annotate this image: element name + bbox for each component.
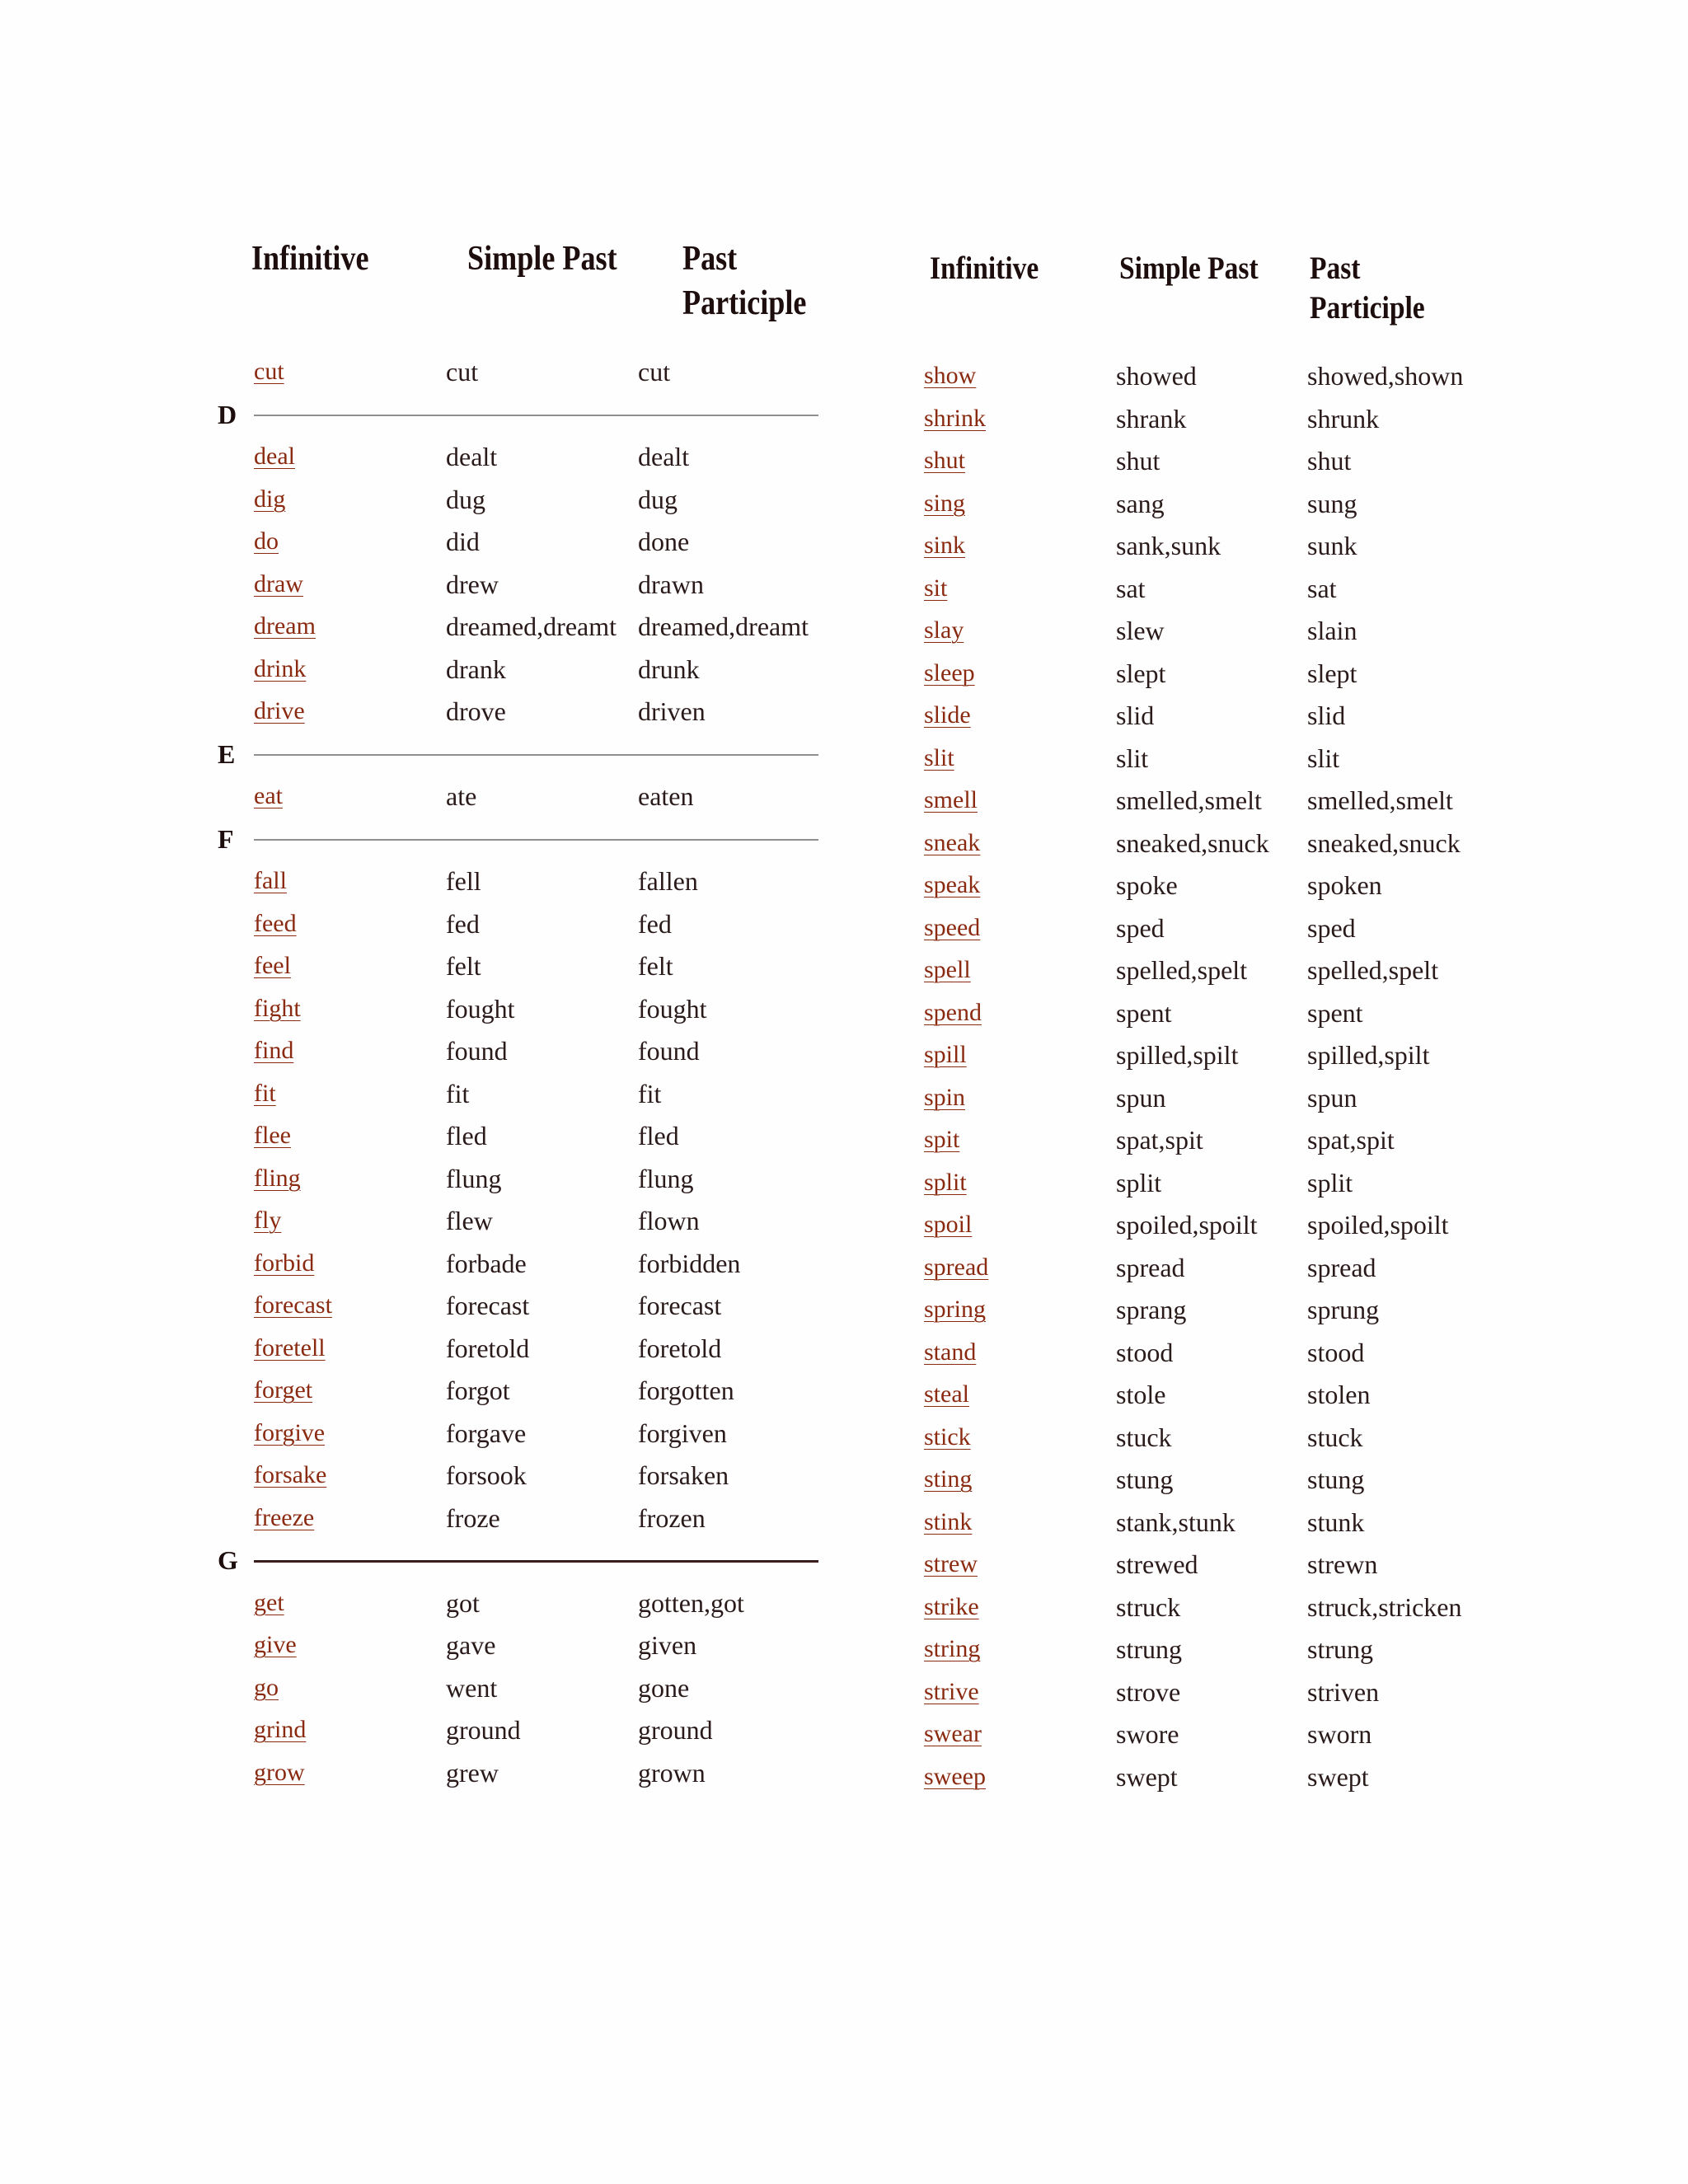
- past-participle-cell: dealt: [638, 442, 690, 471]
- infinitive-link[interactable]: fit: [254, 1079, 276, 1107]
- simple-past-cell: sank,sunk: [1116, 531, 1221, 560]
- infinitive-link[interactable]: sneak: [924, 828, 981, 856]
- past-participle-cell: strung: [1307, 1634, 1373, 1664]
- past-participle-cell: forgiven: [638, 1418, 727, 1448]
- past-participle-cell: dug: [638, 484, 678, 514]
- simple-past-cell: swore: [1116, 1719, 1179, 1749]
- past-participle-cell: stung: [1307, 1465, 1365, 1494]
- past-participle-cell: slept: [1307, 658, 1357, 688]
- infinitive-link[interactable]: fight: [254, 994, 301, 1022]
- verb-row: [0, 614, 1688, 647]
- infinitive-link[interactable]: forsake: [254, 1461, 327, 1488]
- section-letter: E: [218, 738, 236, 769]
- verb-row: [0, 1591, 1688, 1624]
- past-participle-cell: sworn: [1307, 1719, 1372, 1749]
- verb-row: [0, 699, 1688, 732]
- past-participle-cell: flown: [638, 1206, 700, 1235]
- infinitive-link[interactable]: string: [924, 1635, 981, 1662]
- past-participle-cell: smelled,smelt: [1307, 785, 1453, 815]
- simple-past-cell: shut: [1116, 446, 1160, 476]
- infinitive-link[interactable]: strive: [924, 1677, 979, 1705]
- past-participle-cell: cut: [638, 357, 671, 387]
- infinitive-link[interactable]: shrink: [924, 404, 986, 432]
- verb-row: [0, 529, 1688, 562]
- past-participle-cell: struck,stricken: [1307, 1591, 1462, 1622]
- simple-past-cell: drank: [446, 654, 506, 684]
- simple-past-cell: drove: [446, 696, 506, 726]
- verb-row: [0, 1378, 1688, 1411]
- verb-row: [0, 1336, 1688, 1369]
- verb-row: [0, 1081, 1688, 1114]
- simple-past-cell: smelled,smelt: [1116, 785, 1262, 815]
- verb-row: [0, 1760, 1688, 1793]
- infinitive-link[interactable]: speed: [924, 913, 981, 941]
- infinitive-link[interactable]: spin: [924, 1083, 966, 1111]
- simple-past-cell: stole: [1116, 1380, 1166, 1409]
- infinitive-link[interactable]: drive: [254, 697, 305, 724]
- verb-row: [0, 359, 1688, 392]
- verb-row: [0, 572, 1688, 605]
- infinitive-link[interactable]: go: [254, 1673, 279, 1701]
- simple-past-cell: dealt: [446, 442, 498, 471]
- past-participle-cell: gotten,got: [638, 1587, 744, 1618]
- past-participle-cell: stunk: [1307, 1507, 1365, 1537]
- simple-past-cell: got: [446, 1587, 480, 1618]
- past-participle-cell: fought: [638, 993, 707, 1024]
- verb-row: [0, 869, 1688, 902]
- header-simple-past: Simple Past: [467, 240, 617, 278]
- infinitive-link[interactable]: slide: [924, 701, 971, 729]
- simple-past-cell: fed: [446, 908, 480, 939]
- verb-row: [0, 1633, 1688, 1666]
- infinitive-link[interactable]: give: [254, 1631, 297, 1658]
- past-participle-cell: shrunk: [1307, 403, 1380, 434]
- simple-past-cell: sang: [1116, 488, 1165, 518]
- infinitive-link[interactable]: spill: [924, 1041, 967, 1068]
- infinitive-link[interactable]: flee: [254, 1122, 291, 1149]
- simple-past-cell: split: [1116, 1167, 1162, 1197]
- infinitive-link[interactable]: stand: [924, 1338, 977, 1366]
- past-participle-cell: sunk: [1307, 531, 1357, 560]
- header-past-participle-line1: Past: [682, 240, 738, 278]
- simple-past-cell: slept: [1116, 658, 1166, 688]
- infinitive-link[interactable]: spell: [924, 956, 971, 983]
- infinitive-link[interactable]: feel: [254, 952, 291, 979]
- simple-past-cell: grew: [446, 1757, 499, 1788]
- simple-past-cell: did: [446, 527, 480, 556]
- infinitive-link[interactable]: sleep: [924, 658, 975, 687]
- past-participle-cell: sneaked,snuck: [1307, 827, 1461, 858]
- simple-past-cell: spoke: [1116, 870, 1178, 900]
- infinitive-link[interactable]: eat: [254, 782, 283, 809]
- verb-row: [0, 742, 1688, 775]
- infinitive-link[interactable]: fling: [254, 1164, 301, 1192]
- simple-past-cell: felt: [446, 951, 481, 981]
- infinitive-link[interactable]: grind: [254, 1716, 307, 1743]
- past-participle-cell: spilled,spilt: [1307, 1040, 1430, 1070]
- infinitive-link[interactable]: forecast: [254, 1291, 332, 1319]
- past-participle-cell: gone: [638, 1672, 690, 1703]
- section-letter: D: [218, 399, 237, 429]
- simple-past-cell: went: [446, 1672, 498, 1703]
- past-participle-cell: grown: [638, 1757, 706, 1788]
- simple-past-cell: strung: [1116, 1634, 1182, 1664]
- simple-past-cell: gave: [446, 1630, 496, 1660]
- infinitive-link[interactable]: slit: [924, 743, 954, 771]
- past-participle-cell: sped: [1307, 912, 1356, 943]
- infinitive-link[interactable]: strew: [924, 1550, 978, 1577]
- simple-past-cell: fit: [446, 1078, 470, 1108]
- past-participle-cell: spread: [1307, 1252, 1376, 1282]
- past-participle-cell: striven: [1307, 1676, 1380, 1707]
- simple-past-cell: spent: [1116, 997, 1172, 1028]
- verb-row: [0, 827, 1688, 860]
- infinitive-link[interactable]: sweep: [924, 1762, 986, 1790]
- simple-past-cell: sat: [1116, 573, 1146, 603]
- past-participle-cell: sung: [1307, 488, 1357, 518]
- simple-past-cell: flew: [446, 1206, 493, 1235]
- infinitive-link[interactable]: spread: [924, 1253, 989, 1281]
- past-participle-cell: spoken: [1307, 870, 1382, 900]
- past-participle-cell: driven: [638, 696, 706, 726]
- infinitive-link[interactable]: spring: [924, 1296, 986, 1323]
- infinitive-link[interactable]: spend: [924, 998, 982, 1026]
- past-participle-cell: felt: [638, 951, 673, 981]
- past-participle-cell: spun: [1307, 1082, 1357, 1113]
- infinitive-link[interactable]: deal: [254, 443, 295, 470]
- simple-past-cell: spun: [1116, 1082, 1166, 1113]
- past-participle-cell: forbidden: [638, 1248, 741, 1278]
- verb-row: [0, 1506, 1688, 1539]
- simple-past-cell: swept: [1116, 1761, 1178, 1792]
- simple-past-cell: strewed: [1116, 1549, 1198, 1579]
- past-participle-cell: foretold: [638, 1333, 722, 1363]
- infinitive-link[interactable]: dig: [254, 485, 286, 513]
- past-participle-cell: found: [638, 1036, 700, 1066]
- past-participle-cell: drawn: [638, 569, 704, 599]
- infinitive-link[interactable]: stink: [924, 1507, 973, 1535]
- simple-past-cell: spoiled,spoilt: [1116, 1210, 1258, 1240]
- infinitive-link[interactable]: spoil: [924, 1211, 973, 1238]
- simple-past-cell: ate: [446, 781, 477, 811]
- past-participle-cell: ground: [638, 1715, 713, 1745]
- simple-past-cell: slid: [1116, 701, 1155, 730]
- simple-past-cell: ground: [446, 1715, 521, 1745]
- past-participle-cell: spat,spit: [1307, 1125, 1395, 1155]
- past-participle-cell: forgotten: [638, 1376, 734, 1405]
- simple-past-cell: flung: [446, 1163, 502, 1193]
- infinitive-link[interactable]: sink: [924, 532, 966, 559]
- infinitive-link[interactable]: forbid: [254, 1249, 315, 1277]
- simple-past-cell: slit: [1116, 743, 1149, 773]
- simple-past-cell: dug: [446, 484, 485, 514]
- header-infinitive: Infinitive: [930, 251, 1039, 286]
- simple-past-cell: spread: [1116, 1252, 1185, 1282]
- past-participle-cell: forsaken: [638, 1460, 729, 1490]
- past-participle-cell: forecast: [638, 1291, 722, 1320]
- infinitive-link[interactable]: dream: [254, 612, 316, 640]
- past-participle-cell: sat: [1307, 573, 1337, 603]
- infinitive-link[interactable]: fall: [254, 867, 287, 894]
- past-participle-cell: fit: [638, 1078, 662, 1108]
- infinitive-link[interactable]: sting: [924, 1465, 973, 1493]
- verb-row: [0, 1675, 1688, 1708]
- infinitive-link[interactable]: foretell: [254, 1333, 326, 1361]
- infinitive-link[interactable]: smell: [924, 786, 978, 813]
- simple-past-cell: found: [446, 1036, 508, 1066]
- verb-row: [0, 1166, 1688, 1199]
- verb-row: [0, 1421, 1688, 1454]
- verb-row: [0, 1718, 1688, 1750]
- simple-past-cell: drew: [446, 569, 499, 599]
- past-participle-cell: spoiled,spoilt: [1307, 1210, 1449, 1240]
- simple-past-cell: forsook: [446, 1460, 527, 1490]
- simple-past-cell: cut: [446, 357, 479, 387]
- header-simple-past: Simple Past: [1119, 251, 1259, 286]
- simple-past-cell: spelled,spelt: [1116, 955, 1248, 985]
- simple-past-cell: fell: [446, 866, 481, 896]
- past-participle-cell: frozen: [638, 1502, 706, 1533]
- simple-past-cell: forecast: [446, 1291, 530, 1320]
- verb-row: [0, 784, 1688, 817]
- infinitive-link[interactable]: freeze: [254, 1503, 315, 1531]
- past-participle-cell: stolen: [1307, 1380, 1371, 1409]
- past-participle-cell: strewn: [1307, 1549, 1378, 1579]
- past-participle-cell: dreamed,dreamt: [638, 612, 809, 641]
- infinitive-link[interactable]: draw: [254, 569, 303, 598]
- simple-past-cell: fought: [446, 993, 515, 1024]
- verb-row: [0, 657, 1688, 690]
- verb-row: [0, 487, 1688, 520]
- infinitive-link[interactable]: do: [254, 527, 279, 555]
- infinitive-link[interactable]: fly: [254, 1207, 282, 1234]
- infinitive-link[interactable]: strike: [924, 1592, 979, 1620]
- infinitive-link[interactable]: forget: [254, 1376, 313, 1404]
- verb-row: [0, 912, 1688, 944]
- simple-past-cell: stood: [1116, 1337, 1174, 1367]
- simple-past-cell: froze: [446, 1502, 500, 1533]
- simple-past-cell: strove: [1116, 1676, 1181, 1707]
- verb-row: [0, 1208, 1688, 1241]
- infinitive-link[interactable]: steal: [924, 1380, 969, 1408]
- past-participle-cell: stuck: [1307, 1422, 1363, 1452]
- infinitive-link[interactable]: slay: [924, 616, 964, 644]
- header-past-participle-line1: Past: [1310, 251, 1361, 286]
- past-participle-cell: fled: [638, 1121, 679, 1151]
- verb-row: [0, 1038, 1688, 1071]
- header-past-participle-line2: Participle: [682, 284, 807, 322]
- simple-past-cell: fled: [446, 1121, 487, 1151]
- past-participle-cell: slid: [1307, 701, 1346, 730]
- simple-past-cell: forgave: [446, 1418, 527, 1448]
- past-participle-cell: spent: [1307, 997, 1363, 1028]
- verb-row: [0, 1293, 1688, 1326]
- infinitive-link[interactable]: swear: [924, 1720, 982, 1747]
- infinitive-link[interactable]: shut: [924, 447, 966, 474]
- verb-row: [0, 996, 1688, 1029]
- simple-past-cell: dreamed,dreamt: [446, 612, 617, 641]
- infinitive-link[interactable]: sit: [924, 574, 948, 602]
- simple-past-cell: stung: [1116, 1465, 1174, 1494]
- section-letter: G: [218, 1545, 238, 1575]
- infinitive-link[interactable]: stick: [924, 1422, 971, 1451]
- verb-row: [0, 444, 1688, 477]
- simple-past-cell: struck: [1116, 1591, 1181, 1622]
- past-participle-cell: drunk: [638, 654, 700, 684]
- simple-past-cell: sneaked,snuck: [1116, 827, 1269, 858]
- simple-past-cell: spilled,spilt: [1116, 1040, 1239, 1070]
- infinitive-link[interactable]: drink: [254, 654, 307, 682]
- simple-past-cell: forbade: [446, 1248, 527, 1278]
- past-participle-cell: done: [638, 527, 690, 556]
- infinitive-link[interactable]: forgive: [254, 1418, 326, 1446]
- section-letter: F: [218, 823, 234, 854]
- simple-past-cell: shrank: [1116, 403, 1187, 434]
- simple-past-cell: stank,stunk: [1116, 1507, 1236, 1537]
- infinitive-link[interactable]: cut: [254, 358, 284, 385]
- past-participle-cell: fed: [638, 908, 672, 939]
- verb-row: [0, 402, 1688, 435]
- simple-past-cell: spat,spit: [1116, 1125, 1203, 1155]
- infinitive-link[interactable]: show: [924, 362, 977, 389]
- verb-row: [0, 1251, 1688, 1284]
- past-participle-cell: spelled,spelt: [1307, 955, 1439, 985]
- verb-row: [0, 954, 1688, 987]
- simple-past-cell: showed: [1116, 361, 1197, 391]
- infinitive-link[interactable]: get: [254, 1588, 284, 1616]
- past-participle-cell: shut: [1307, 446, 1352, 476]
- infinitive-link[interactable]: grow: [254, 1758, 305, 1786]
- header-past-participle-line2: Participle: [1310, 290, 1425, 326]
- infinitive-link[interactable]: sing: [924, 489, 966, 517]
- infinitive-link[interactable]: spit: [924, 1126, 960, 1153]
- infinitive-link[interactable]: speak: [924, 871, 981, 898]
- past-participle-cell: split: [1307, 1167, 1353, 1197]
- infinitive-link[interactable]: feed: [254, 909, 297, 937]
- past-participle-cell: fallen: [638, 866, 698, 896]
- past-participle-cell: eaten: [638, 781, 694, 811]
- simple-past-cell: sped: [1116, 912, 1165, 943]
- infinitive-link[interactable]: find: [254, 1037, 294, 1064]
- past-participle-cell: slain: [1307, 616, 1357, 645]
- past-participle-cell: slit: [1307, 743, 1340, 773]
- past-participle-cell: showed,shown: [1307, 361, 1464, 391]
- past-participle-cell: stood: [1307, 1337, 1365, 1367]
- simple-past-cell: sprang: [1116, 1295, 1187, 1324]
- header-infinitive: Infinitive: [251, 240, 369, 278]
- verb-row: [0, 1123, 1688, 1156]
- simple-past-cell: forgot: [446, 1376, 510, 1405]
- infinitive-link[interactable]: split: [924, 1168, 967, 1196]
- past-participle-cell: sprung: [1307, 1295, 1380, 1324]
- simple-past-cell: foretold: [446, 1333, 530, 1363]
- verb-row: [0, 1463, 1688, 1496]
- past-participle-cell: given: [638, 1630, 697, 1660]
- verb-row: [0, 1548, 1688, 1581]
- past-participle-cell: flung: [638, 1163, 694, 1193]
- simple-past-cell: stuck: [1116, 1422, 1172, 1452]
- simple-past-cell: slew: [1116, 616, 1165, 645]
- past-participle-cell: swept: [1307, 1761, 1369, 1792]
